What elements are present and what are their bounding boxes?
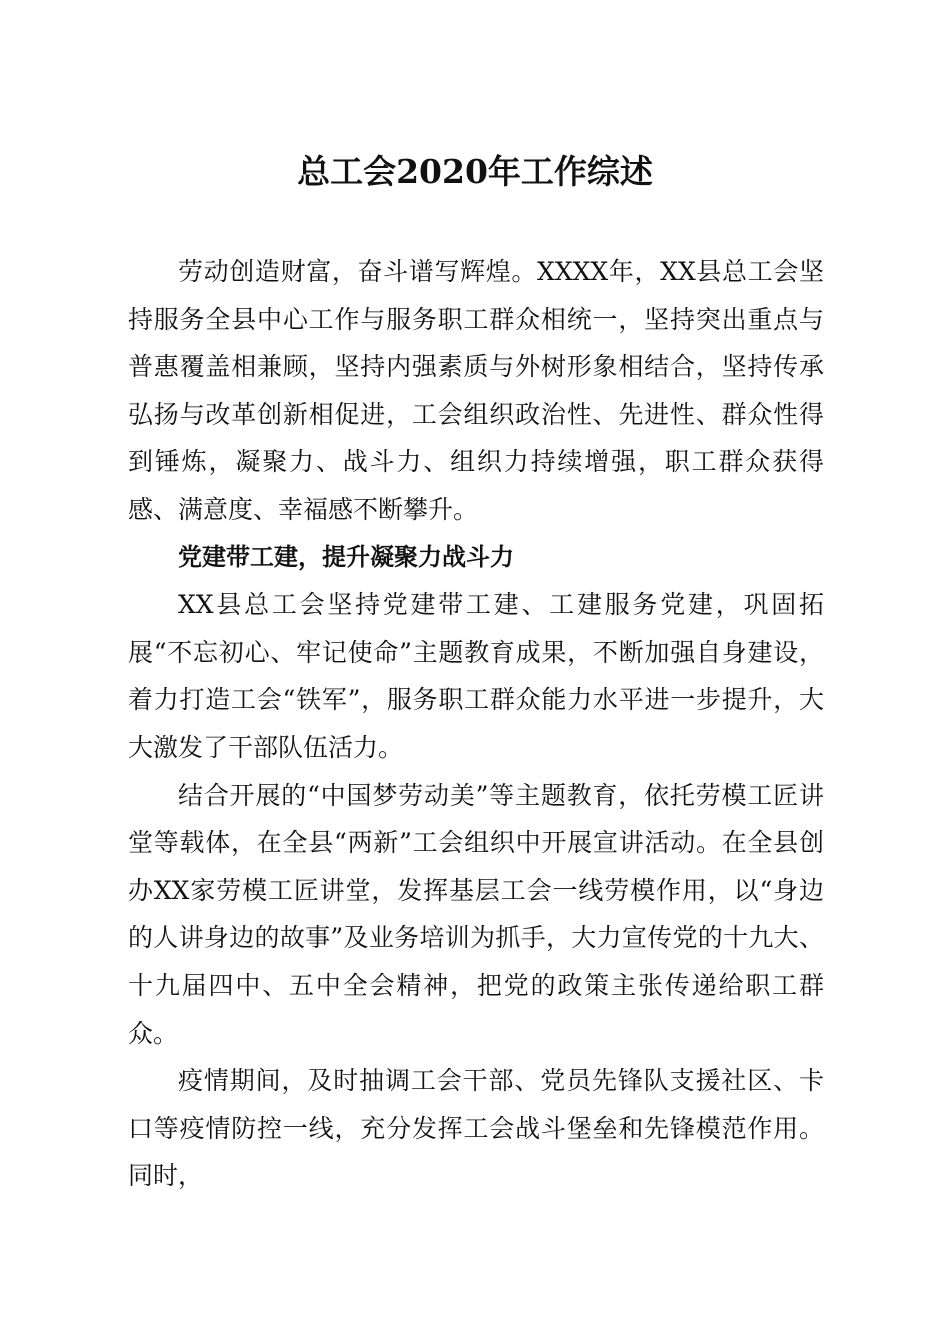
document-body xyxy=(128,248,824,1200)
page-title: 总工会2020年工作综述 xyxy=(297,152,653,191)
section-heading: 党建带工建，提升凝聚力战斗力 xyxy=(178,542,514,571)
intro-paragraph: 劳动创造财富，奋斗谱写辉煌。XXXX年，XX县总工会坚持服务全县中心工作与服务职工群众相统一，坚持突出重点与普惠覆盖相兼顾，坚持内强素质与外树形象相结合，坚持传承弘扬与改革创新相促进，工会组织政治性、先进性、群众性得到锤炼，凝聚力、战斗力、组织力持续增强，职工群众获得感、满意度、幸福感不断攀升。 xyxy=(128,257,824,524)
body-paragraph: 结合开展的“中国梦劳动美”等主题教育，依托劳模工匠讲堂等载体，在全县“两新”工会组织中开展宣讲活动。在全县创办XX家劳模工匠讲堂，发挥基层工会一线劳模作用，以“身边的人讲身边的故事”及业务培训为抓手，大力宣传党的十九大、十九届四中、五中全会精神，把党的政策主张传递给职工群众。 xyxy=(128,780,824,1048)
body-paragraph: 疫情期间，及时抽调工会干部、党员先锋队支援社区、卡口等疫情防控一线，充分发挥工会战斗堡垒和先锋模范作用。同时， xyxy=(128,1066,824,1191)
body-paragraph: XX县总工会坚持党建带工建、工建服务党建，巩固拓展“不忘初心、牢记使命”主题教育成果，不断加强自身建设，着力打造工会“铁军”，服务职工群众能力水平进一步提升，大大激发了干部队伍活力。 xyxy=(128,590,824,762)
